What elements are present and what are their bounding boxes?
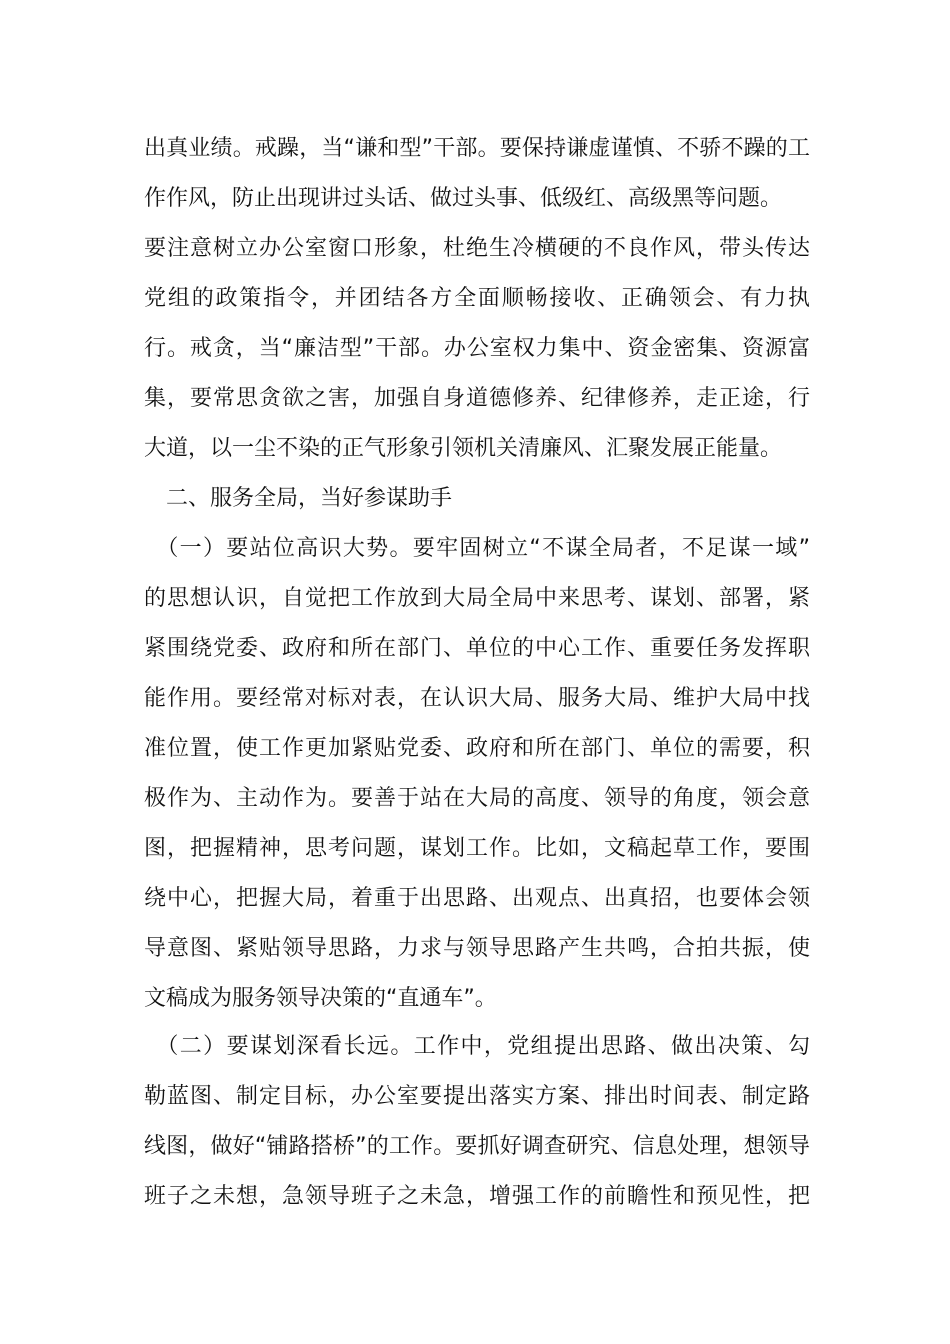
text-line: 勒蓝图、制定目标，办公室要提出落实方案、排出时间表、制定路 <box>144 1084 810 1109</box>
text-line: 党组的政策指令，并团结各方全面顺畅接收、正确领会、有力执 <box>144 286 810 311</box>
body-text-upper <box>144 124 810 1024</box>
text-line: 班子之未想，急领导班子之未急，增强工作的前瞻性和预见性，把 <box>144 1184 810 1209</box>
text-line: 绕中心，把握大局，着重于出思路、出观点、出真招，也要体会领 <box>144 886 810 911</box>
body-text-lower <box>144 1022 810 1222</box>
text-line: 集，要常思贪欲之害，加强自身道德修养、纪律修养，走正途，行 <box>144 386 810 411</box>
text-line: 准位置，使工作更加紧贴党委、政府和所在部门、单位的需要，积 <box>144 736 810 761</box>
text-line: 线图，做好“铺路搭桥”的工作。要抓好调查研究、信息处理，想领导 <box>144 1134 810 1159</box>
text-line: 大道，以一尘不染的正气形象引领机关清廉风、汇聚发展正能量。 <box>144 436 783 461</box>
text-line: 图，把握精神，思考问题，谋划工作。比如，文稿起草工作，要围 <box>144 836 810 861</box>
text-line: 作作风，防止出现讲过头话、做过头事、低级红、高级黑等问题。 <box>144 186 783 211</box>
section-heading: 二、服务全局，当好参谋助手 <box>144 486 453 511</box>
text-line: 要注意树立办公室窗口形象，杜绝生冷横硬的不良作风，带头传达 <box>144 236 810 261</box>
text-line: 导意图、紧贴领导思路，力求与领导思路产生共鸣，合拍共振，使 <box>144 936 810 961</box>
text-line: 能作用。要经常对标对表，在认识大局、服务大局、维护大局中找 <box>144 686 810 711</box>
text-line: 出真业绩。戒躁，当“谦和型”干部。要保持谦虚谨慎、不骄不躁的工 <box>144 136 810 161</box>
text-line: 文稿成为服务领导决策的“直通车”。 <box>144 986 497 1011</box>
text-line: 极作为、主动作为。要善于站在大局的高度、领导的角度，领会意 <box>144 786 810 811</box>
text-line: 行。戒贪，当“廉洁型”干部。办公室权力集中、资金密集、资源富 <box>144 336 810 361</box>
subsection-heading-line: （一）要站位高识大势。要牢固树立“不谋全局者，不足谋一域” <box>144 536 810 561</box>
subsection-heading-line: （二）要谋划深看长远。工作中，党组提出思路、做出决策、勾 <box>144 1034 810 1059</box>
text-line: 紧围绕党委、政府和所在部门、单位的中心工作、重要任务发挥职 <box>144 636 810 661</box>
text-line: 的思想认识，自觉把工作放到大局全局中来思考、谋划、部署，紧 <box>144 586 810 611</box>
